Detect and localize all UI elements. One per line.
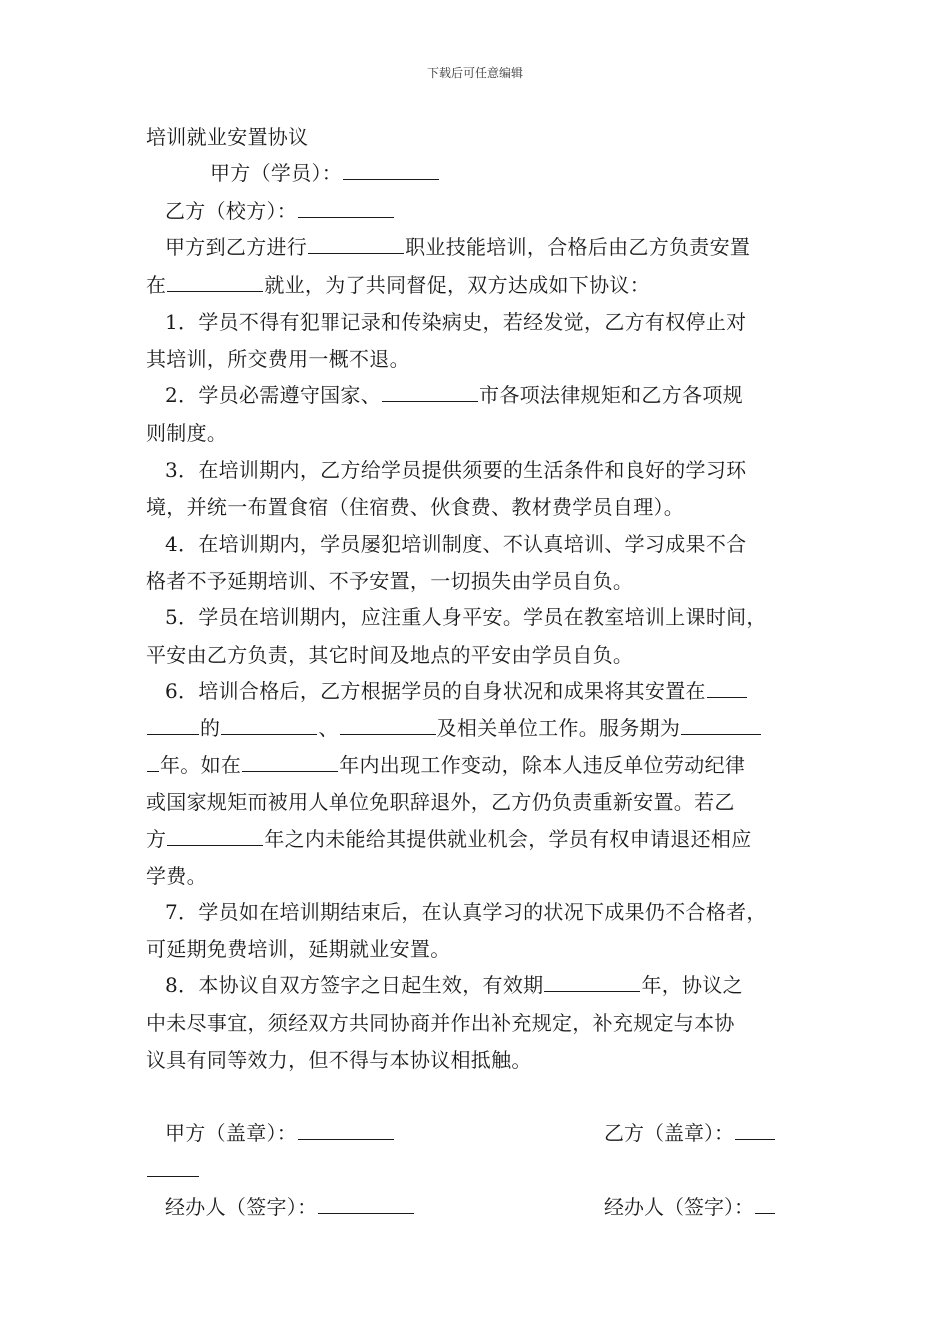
unit-blank-1 bbox=[221, 714, 317, 735]
party-b-seal-label: 乙方（盖章）： bbox=[604, 1121, 734, 1145]
unit-blank-2 bbox=[340, 714, 436, 735]
validity-years-blank bbox=[544, 971, 640, 992]
clause-7-line-2: 可延期免费培训，延期就业安置。 bbox=[146, 937, 451, 961]
clause-7-line-1: 7．学员如在培训期结束后，在认真学习的状况下成果仍不合格者， bbox=[165, 900, 767, 924]
clause-text: 6．培训合格后，乙方根据学员的自身状况和成果将其安置在 bbox=[165, 679, 706, 703]
clause-6-line-6: 学费。 bbox=[146, 864, 207, 888]
intro-text: 甲方到乙方进行 bbox=[165, 235, 308, 259]
clause-6-line-2 bbox=[146, 713, 826, 743]
party-a-blank bbox=[343, 159, 439, 180]
clause-3-line-1: 3．在培训期内，乙方给学员提供须要的生活条件和良好的学习环 bbox=[165, 458, 747, 482]
clause-1-line-2: 其培训，所交费用一概不退。 bbox=[146, 347, 410, 371]
clause-8-line-1 bbox=[165, 970, 845, 1000]
clause-text: 及相关单位工作。服务期为 bbox=[436, 716, 681, 740]
party-a-seal-label: 甲方（盖章）： bbox=[165, 1121, 298, 1145]
party-b-seal-line bbox=[604, 1118, 776, 1148]
party-b-seal-blank-cont-line bbox=[146, 1155, 206, 1185]
party-b-signer-blank bbox=[755, 1193, 775, 1214]
party-b-label: 乙方（校方）： bbox=[165, 199, 298, 223]
clause-text: 、 bbox=[318, 716, 339, 740]
document-title: 培训就业安置协议 bbox=[146, 125, 309, 149]
party-a-signer-blank bbox=[318, 1193, 414, 1214]
party-b-signer-line bbox=[604, 1192, 776, 1222]
training-field-blank bbox=[308, 233, 404, 254]
clause-text: 2．学员必需遵守国家、 bbox=[165, 383, 382, 407]
clause-text: 8．本协议自双方签字之日起生效，有效期 bbox=[165, 973, 544, 997]
party-a-label: 甲方（学员）： bbox=[210, 161, 343, 185]
clause-text: 年。如在 bbox=[160, 753, 242, 777]
clause-6-line-5 bbox=[146, 824, 826, 854]
clause-text: 方 bbox=[146, 827, 167, 851]
party-a-signer-label: 经办人（签字）： bbox=[165, 1195, 318, 1219]
placement-blank bbox=[707, 677, 747, 698]
page-header-note: 下载后可任意编辑 bbox=[426, 66, 523, 80]
service-period-blank bbox=[681, 714, 761, 735]
clause-6-line-4: 或国家规矩而被用人单位免职辞退外，乙方仍负责重新安置。若乙 bbox=[146, 790, 735, 814]
clause-6-line-1 bbox=[165, 676, 845, 706]
party-b-line bbox=[165, 196, 845, 226]
party-a-seal-blank bbox=[298, 1119, 394, 1140]
clause-text: 市各项法律规矩和乙方各项规 bbox=[479, 383, 743, 407]
city-blank bbox=[382, 381, 478, 402]
intro-line-2 bbox=[146, 270, 826, 300]
clause-text: 的 bbox=[200, 716, 221, 740]
party-b-seal-blank-cont bbox=[147, 1156, 199, 1177]
clause-text: 年之内未能给其提供就业机会，学员有权申请退还相应 bbox=[264, 827, 752, 851]
intro-line-1 bbox=[165, 232, 845, 262]
party-b-seal-blank bbox=[735, 1119, 775, 1140]
party-a-seal-line bbox=[165, 1118, 465, 1148]
clause-6-line-3 bbox=[146, 750, 826, 780]
years-blank bbox=[242, 751, 338, 772]
party-a-signer-line bbox=[165, 1192, 465, 1222]
employment-location-blank bbox=[167, 271, 263, 292]
intro-text: 在 bbox=[146, 273, 167, 297]
years-blank-2 bbox=[167, 825, 263, 846]
clause-4-line-1: 4．在培训期内，学员屡犯培训制度、不认真培训、学习成果不合 bbox=[165, 532, 747, 556]
clause-text: 年内出现工作变动，除本人违反单位劳动纪律 bbox=[339, 753, 746, 777]
intro-text: 就业，为了共同督促，双方达成如下协议： bbox=[264, 273, 651, 297]
party-b-signer-label: 经办人（签字）： bbox=[604, 1195, 754, 1219]
clause-1-line-1: 1．学员不得有犯罪记录和传染病史，若经发觉，乙方有权停止对 bbox=[165, 310, 747, 334]
clause-2-line-1 bbox=[165, 380, 845, 410]
clause-2-line-2: 则制度。 bbox=[146, 421, 228, 445]
clause-3-line-2: 境，并统一布置食宿（住宿费、伙食费、教材费学员自理）。 bbox=[146, 495, 685, 519]
clause-8-line-2: 中未尽事宜，须经双方共同协商并作出补充规定，补充规定与本协 bbox=[146, 1011, 735, 1035]
clause-5-line-1: 5．学员在培训期内，应注重人身平安。学员在教室培训上课时间， bbox=[165, 605, 767, 629]
clause-text: 年，协议之 bbox=[641, 973, 743, 997]
party-b-blank bbox=[298, 197, 394, 218]
party-a-line bbox=[210, 158, 890, 188]
intro-text: 职业技能培训，合格后由乙方负责安置 bbox=[405, 235, 751, 259]
clause-8-line-3: 议具有同等效力，但不得与本协议相抵触。 bbox=[146, 1048, 532, 1072]
placement-blank-cont bbox=[147, 714, 199, 735]
service-period-blank-cont bbox=[147, 751, 159, 772]
clause-4-line-2: 格者不予延期培训、不予安置，一切损失由学员自负。 bbox=[146, 569, 634, 593]
clause-5-line-2: 平安由乙方负责，其它时间及地点的平安由学员自负。 bbox=[146, 643, 634, 667]
